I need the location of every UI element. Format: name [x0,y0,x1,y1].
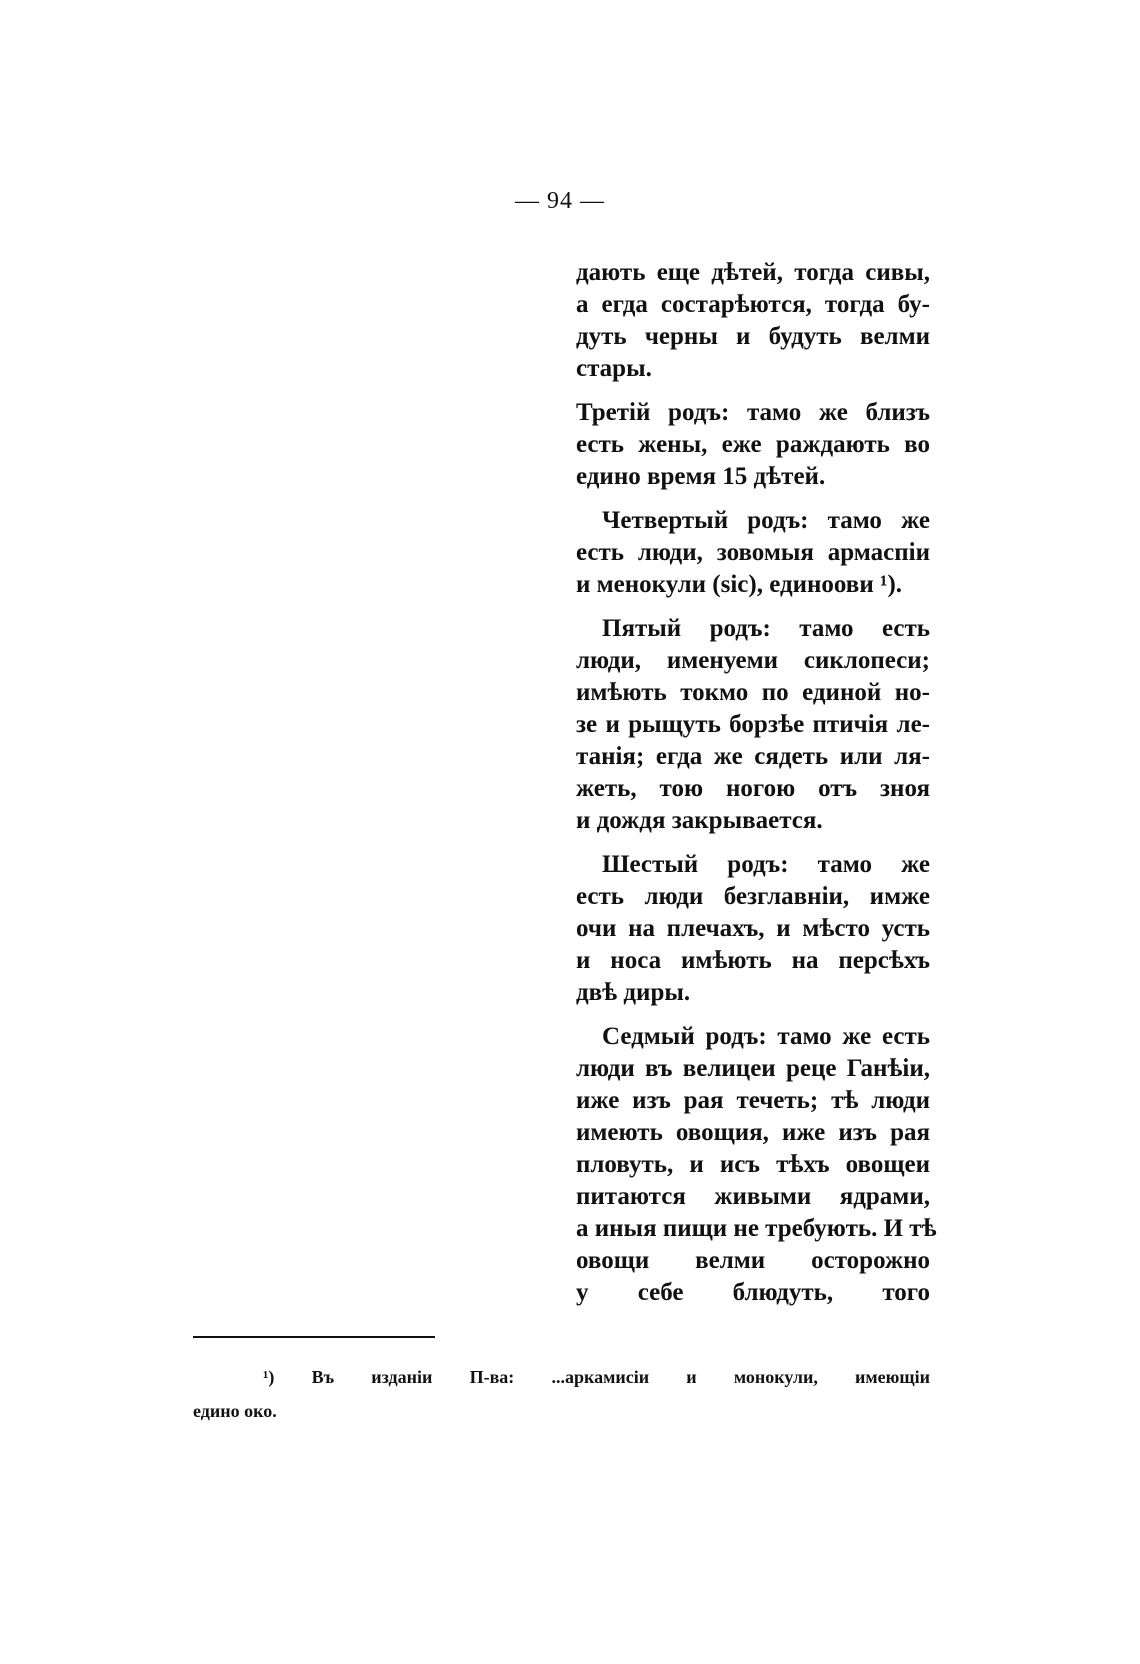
text-line: а иныя пищи не требують. И тѣ [576,1215,937,1242]
text-line: пловуть, и исъ тѣхъ овощеи [576,1151,930,1178]
text-line: есть жены, еже раждають во [576,431,930,458]
text-line: очи на плечахъ, и мѣсто усть [576,915,930,942]
text-line: двѣ диры. [576,979,691,1006]
footnote-divider [193,1336,435,1338]
text-line: и носа имѣють на персѣхъ [576,947,930,974]
text-line: есть люди, зовомыя армаспіи [576,539,930,566]
paragraph-seventh-kind [576,1021,937,1309]
text-line: дуть черны и будуть велми [576,323,930,350]
text-line: а егда состарѣются, тогда бу- [576,291,930,318]
text-line: иже изъ рая течеть; тѣ люди [576,1087,930,1114]
text-line: Пятый родъ: тамо есть [602,615,930,642]
main-text-column [576,257,937,1321]
paragraph-continuation [576,257,930,385]
paragraph-fourth-kind [576,505,930,601]
paragraph-fifth-kind [576,613,930,837]
text-line: есть люди безглавніи, имже [576,883,930,910]
text-line: имеють овощия, иже изъ рая [576,1119,930,1146]
text-line: зе и рыщуть борзѣе птичія ле- [576,711,930,738]
footnote-line: едино око. [193,1401,277,1421]
text-line: люди, именуеми сиклопеси; [576,647,930,674]
text-line: стары. [576,355,652,382]
text-line: едино время 15 дѣтей. [576,463,826,490]
text-line: люди въ велицеи реце Ганѣіи, [576,1055,930,1082]
text-line: Четвертый родъ: тамо же [602,507,930,534]
text-line: у себе блюдуть, того [576,1279,930,1306]
footnote-line: ¹) Въ изданіи П-ва: ...аркамисіи и монокули, имеющіи [263,1367,930,1387]
footnote [193,1360,930,1428]
text-line: танія; егда же сядеть или ля- [576,743,930,770]
text-line: жеть, тою ногою отъ зноя [576,775,930,802]
page-number: — 94 — [515,188,605,214]
text-line: питаются живыми ядрами, [576,1183,930,1210]
text-line: овощи велми осторожно [576,1247,930,1274]
paragraph-third-kind [576,397,930,493]
text-line: Третій родъ: тамо же близъ [576,399,930,426]
paragraph-sixth-kind [576,849,930,1009]
text-line: Шестый родъ: тамо же [602,851,930,878]
text-line: дають еще дѣтей, тогда сивы, [576,259,930,286]
text-line: имѣють токмо по единой но- [576,679,930,706]
text-line: и дождя закрывается. [576,807,823,834]
text-line: Седмый родъ: тамо же есть [602,1023,930,1050]
text-line: и менокули (sic), единоови ¹). [576,571,903,598]
